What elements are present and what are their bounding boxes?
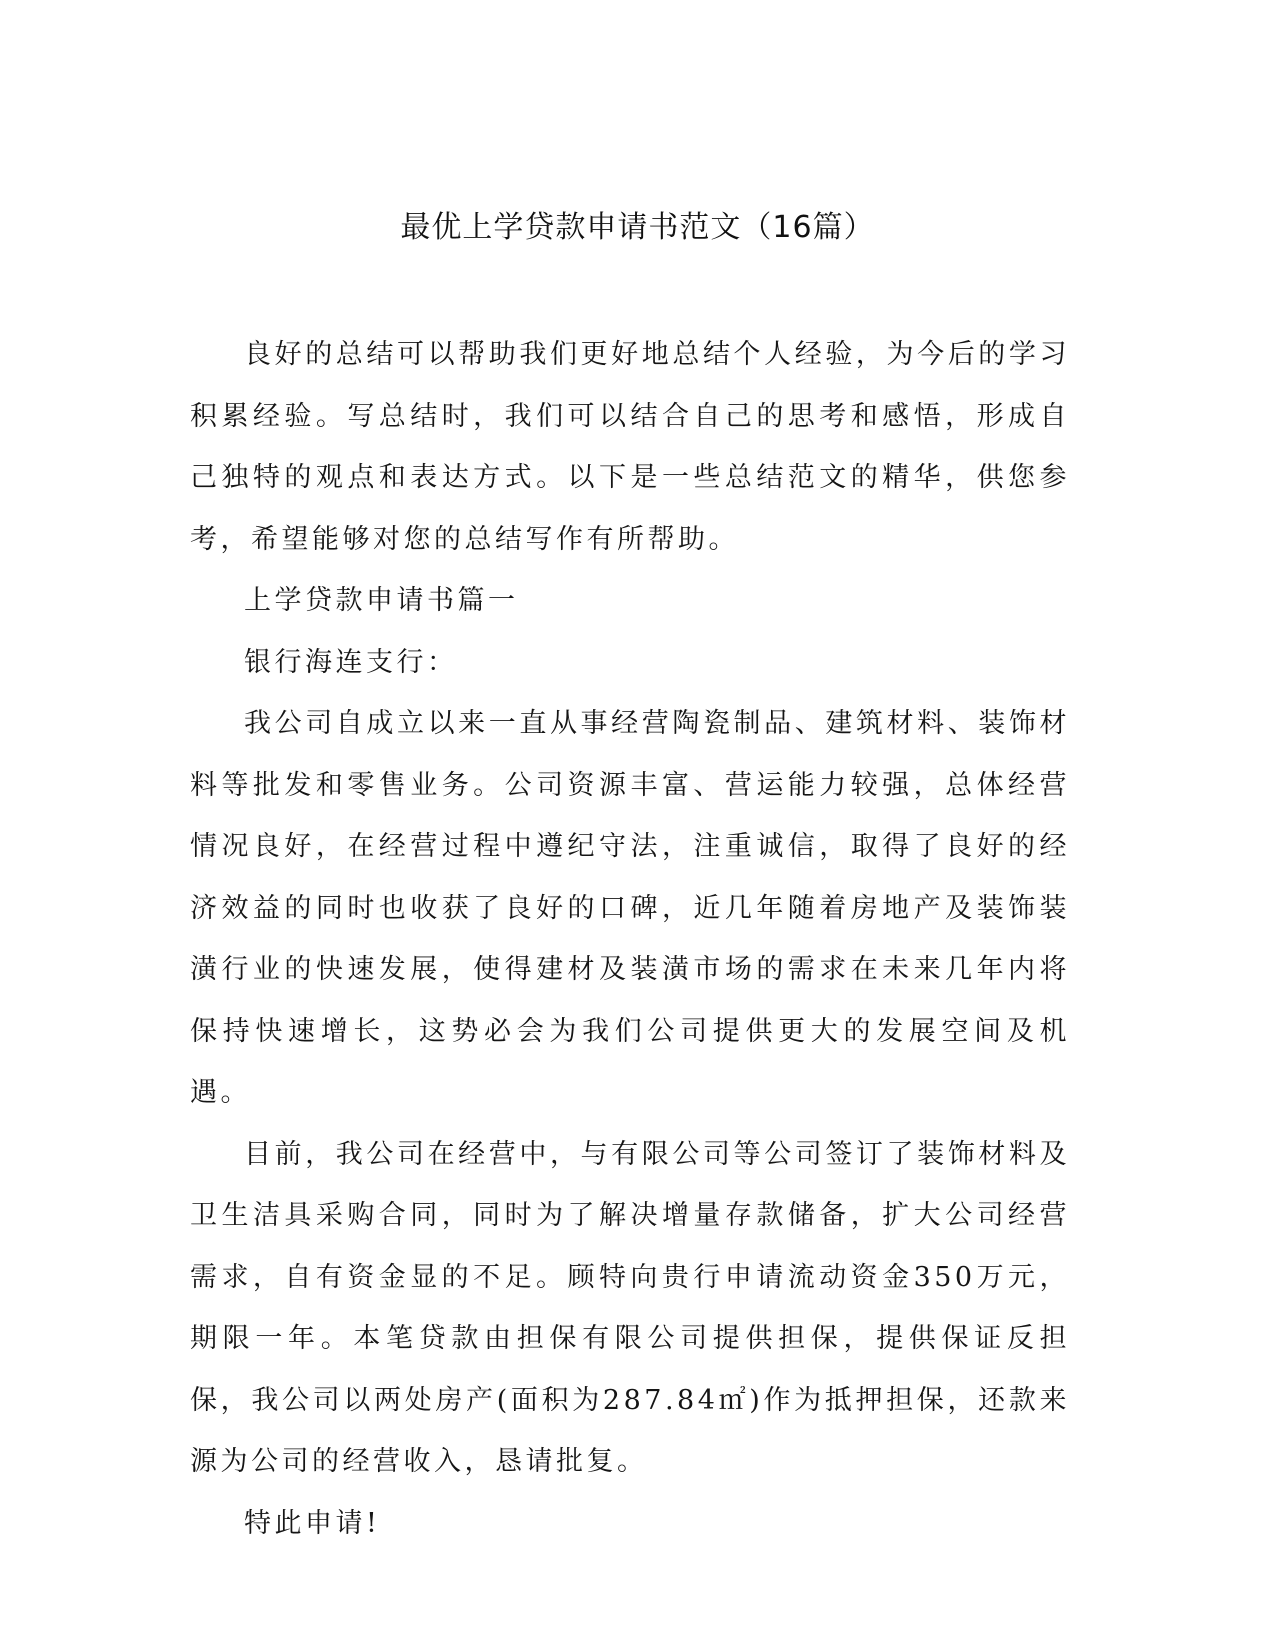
body-paragraph: 我公司自成立以来一直从事经营陶瓷制品、建筑材料、装饰材料等批发和零售业务。公司资源丰富、营运能力较强，总体经营情况良好，在经营过程中遵纪守法，注重诚信，取得了良好的经济效益的同时也收获了良好的口碑，近几年随着房地产及装饰装潢行业的快速发展，使得建材及装潢市场的需求在未来几年内将保持快速增长，这势必会为我们公司提供更大的发展空间及机遇。	[190, 708, 1070, 1108]
body-paragraph: 目前，我公司在经营中，与有限公司等公司签订了装饰材料及卫生洁具采购合同，同时为了解决增量存款储备，扩大公司经营需求，自有资金显的不足。顾特向贵行申请流动资金350万元，期限一年。本笔贷款由担保有限公司提供担保，提供保证反担保，我公司以两处房产(面积为287.84㎡)作为抵押担保，还款来源为公司的经营收入，恳请批复。	[190, 1138, 1070, 1477]
section-heading: 上学贷款申请书篇一	[244, 585, 519, 616]
document-body	[190, 324, 1070, 1554]
salutation: 银行海连支行：	[244, 646, 458, 678]
intro-paragraph: 良好的总结可以帮助我们更好地总结个人经验，为今后的学习积累经验。写总结时，我们可以结合自己的思考和感悟，形成自己独特的观点和表达方式。以下是一些总结范文的精华，供您参考，希望能够对您的总结写作有所帮助。	[190, 339, 1070, 555]
document-title: 最优上学贷款申请书范文（16篇）	[400, 210, 875, 245]
closing-line: 特此申请!	[244, 1507, 381, 1539]
